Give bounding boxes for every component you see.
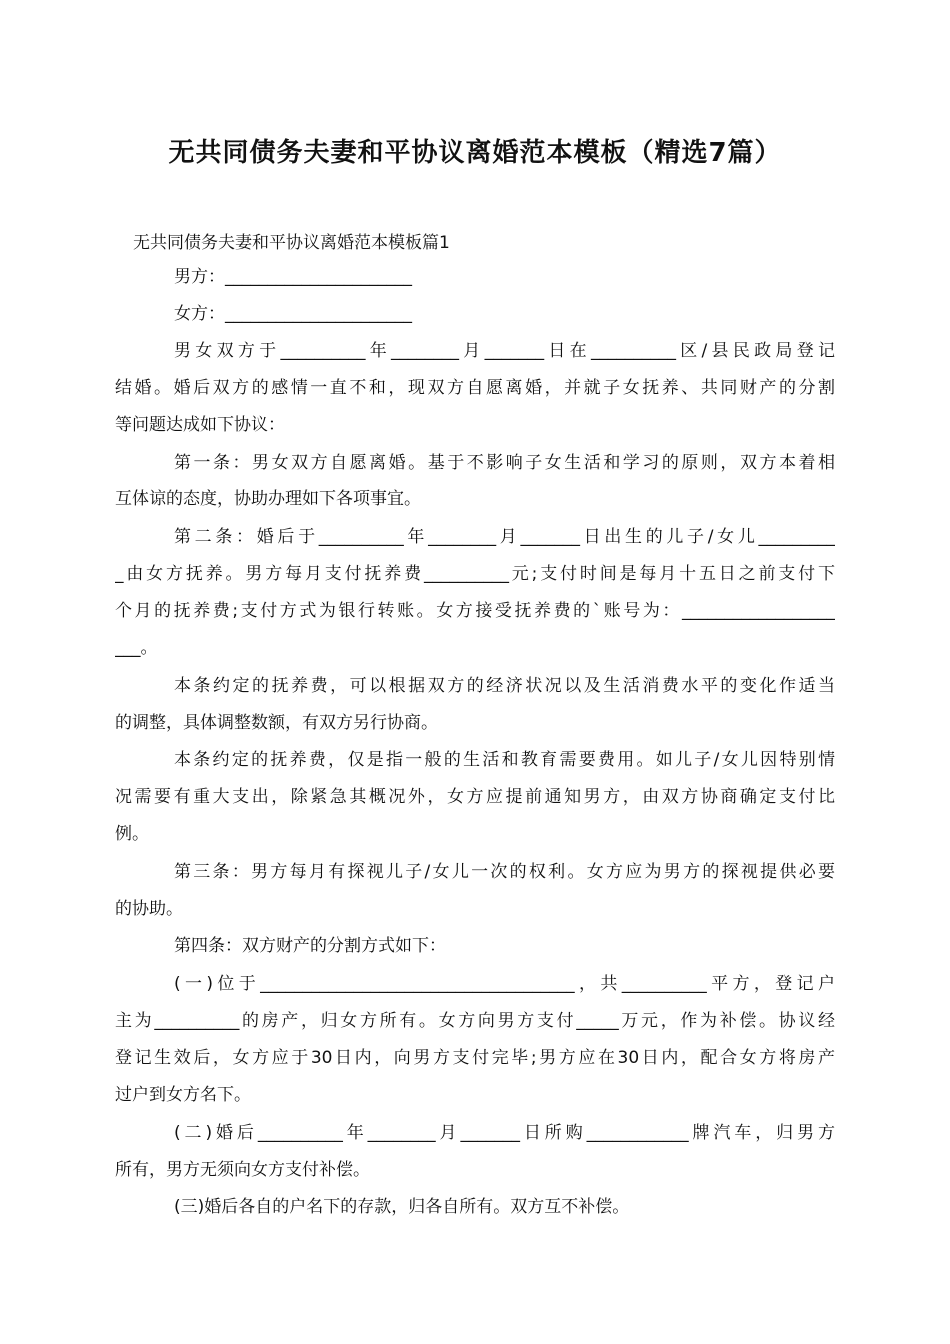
line-23: 过户到女方名下。: [115, 1085, 251, 1105]
document-title: 无共同债务夫妻和平协议离婚范本模板（精选7篇）: [168, 138, 782, 168]
line-16: 例。: [115, 824, 149, 844]
line-17: 第三条：男方每月有探视儿子/女儿一次的权利。女方应为男方的探视提供必要: [174, 862, 835, 882]
line-26: (三)婚后各自的户名下的存款，归各自所有。双方互不补偿。: [174, 1197, 630, 1217]
line-25: 所有，男方无须向女方支付补偿。: [115, 1160, 370, 1180]
line-14: 本条约定的抚养费，仅是指一般的生活和教育需要费用。如儿子/女儿因特别情: [174, 750, 835, 770]
line-18: 的协助。: [115, 899, 183, 919]
line-22: 登记生效后，女方应于30日内，向男方支付完毕;男方应在30日内，配合女方将房产: [115, 1048, 835, 1068]
line-7: 互体谅的态度，协助办理如下各项事宜。: [115, 489, 421, 509]
line-11: ___。: [115, 638, 158, 658]
line-6: 第一条：男女双方自愿离婚。基于不影响子女生活和学习的原则，双方本着相: [174, 453, 835, 473]
line-2: 女方：______________________: [174, 304, 412, 324]
line-3: 男女双方于__________年________月_______日在__________区/县民政局登记: [174, 341, 835, 361]
line-4: 结婚。婚后双方的感情一直不和，现双方自愿离婚，并就子女抚养、共同财产的分割: [115, 378, 835, 398]
line-19: 第四条：双方财产的分割方式如下：: [174, 936, 446, 956]
line-13: 的调整，具体调整数额，有双方另行协商。: [115, 713, 438, 733]
line-20: (一)位于_____________________________________，共__________平方，登记户: [174, 974, 835, 994]
line-1: 男方：______________________: [174, 267, 412, 287]
line-9: _由女方抚养。男方每月支付抚养费__________元;支付时间是每月十五日之前支付下: [115, 564, 835, 584]
line-15: 况需要有重大支出，除紧急其概况外，女方应提前通知男方，由双方协商确定支付比: [115, 787, 835, 807]
line-12: 本条约定的抚养费，可以根据双方的经济状况以及生活消费水平的变化作适当: [174, 676, 835, 696]
line-24: (二)婚后__________年________月_______日所购____________牌汽车，归男方: [174, 1123, 835, 1143]
line-10: 个月的抚养费;支付方式为银行转账。女方接受抚养费的`账号为：__________________: [115, 601, 835, 621]
line-8: 第二条：婚后于__________年________月_______日出生的儿子/女儿_________: [174, 527, 835, 547]
section-heading: 无共同债务夫妻和平协议离婚范本模板篇1: [133, 233, 450, 253]
line-21: 主为__________的房产，归女方所有。女方向男方支付_____万元，作为补偿。协议经: [115, 1011, 835, 1031]
line-5: 等问题达成如下协议：: [115, 415, 285, 435]
